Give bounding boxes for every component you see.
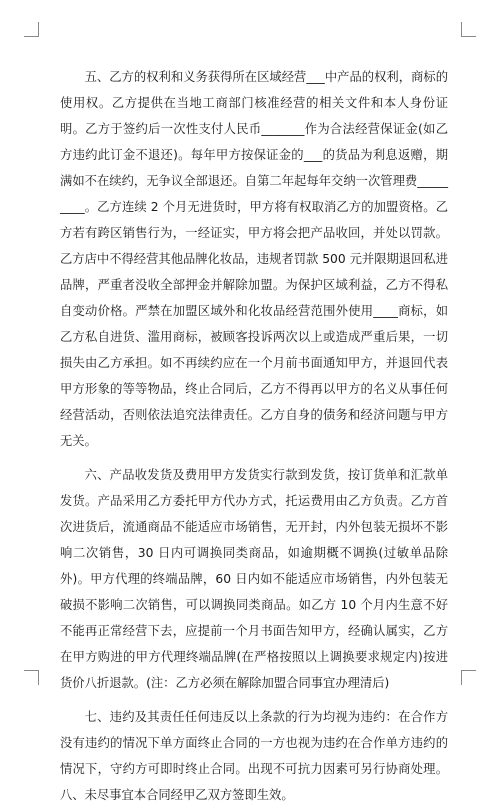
crop-mark-bottom-left [24,670,39,685]
crop-mark-bottom-right [461,670,476,685]
crop-mark-top-left [24,22,39,37]
document-page [60,56,448,808]
clause-five-paragraph: 五、乙方的权利和义务获得所在区域经营___中产品的权利，商标的使用权。乙方提供在当地工商部门核准经营的相关文件和本人身份证明。乙方于签约后一次性支付人民币_______作为合法经营保证金(如乙方违约此订金不退还)。每年甲方按保证金的___的货品为利息返赠，期满如不在续约，无争议全部退还。自第二年起每年交纳一次管理费_________。乙方连续 2 个月无进货时，甲方将有权取消乙方的加盟资格。乙方若有跨区销售行为，一经证实，甲方将会把产品收回，并处以罚款。乙方店中不得经营其他品牌化妆品，违规者罚款 500 元并限期退回私进品牌，严重者没收全部押金并解除加盟。为保护区域利益，乙方不得私自变动价格。严禁在加盟区域外和化妆品经营范围外使用____商标，如乙方私自进货、滥用商标，被顾客投诉两次以上或造成严重后果，一切损失由乙方承担。如不再续约应在一个月前书面通知甲方，并退回代表甲方形象的等等物品，终止合同后，乙方不得再以甲方的名义从事任何经营活动，否则依法追究法律责任。乙方自身的债务和经济问题与甲方无关。 [60,70,448,448]
crop-mark-top-right [461,22,476,37]
clause-six-paragraph: 六、产品收发货及费用甲方发货实行款到发货，按订货单和汇款单发货。产品采用乙方委托甲方代办方式，托运费用由乙方负责。乙方首次进货后，流通商品不能适应市场销售，无开封，内外包装无损坏不影响二次销售，30 日内可调换同类商品，如逾期概不调换(过敏单品除外)。甲方代理的终端品牌，60 日内如不能适应市场销售，内外包装无破损不影响二次销售，可以调换同类商品。如乙方 10 个月内生意不好不能再正常经营下去，应提前一个月书面告知甲方，经确认属实，乙方在甲方购进的甲方代理终端品牌(在严格按照以上调换要求规定内)按进货价八折退款。(注：乙方必须在解除加盟合同事宜办理清后) [60,468,448,690]
clause-seven-paragraph: 七、违约及其责任任何违反以上条款的行为均视为违约：在合作方没有违约的情况下单方面终止合同的一方也视为违约在合作单方违约的情况下，守约方可即时终止合同。出现不可抗力因素可另行协商处理。八、未尽事宜本合同经甲乙双方签即生效。 [60,710,448,802]
